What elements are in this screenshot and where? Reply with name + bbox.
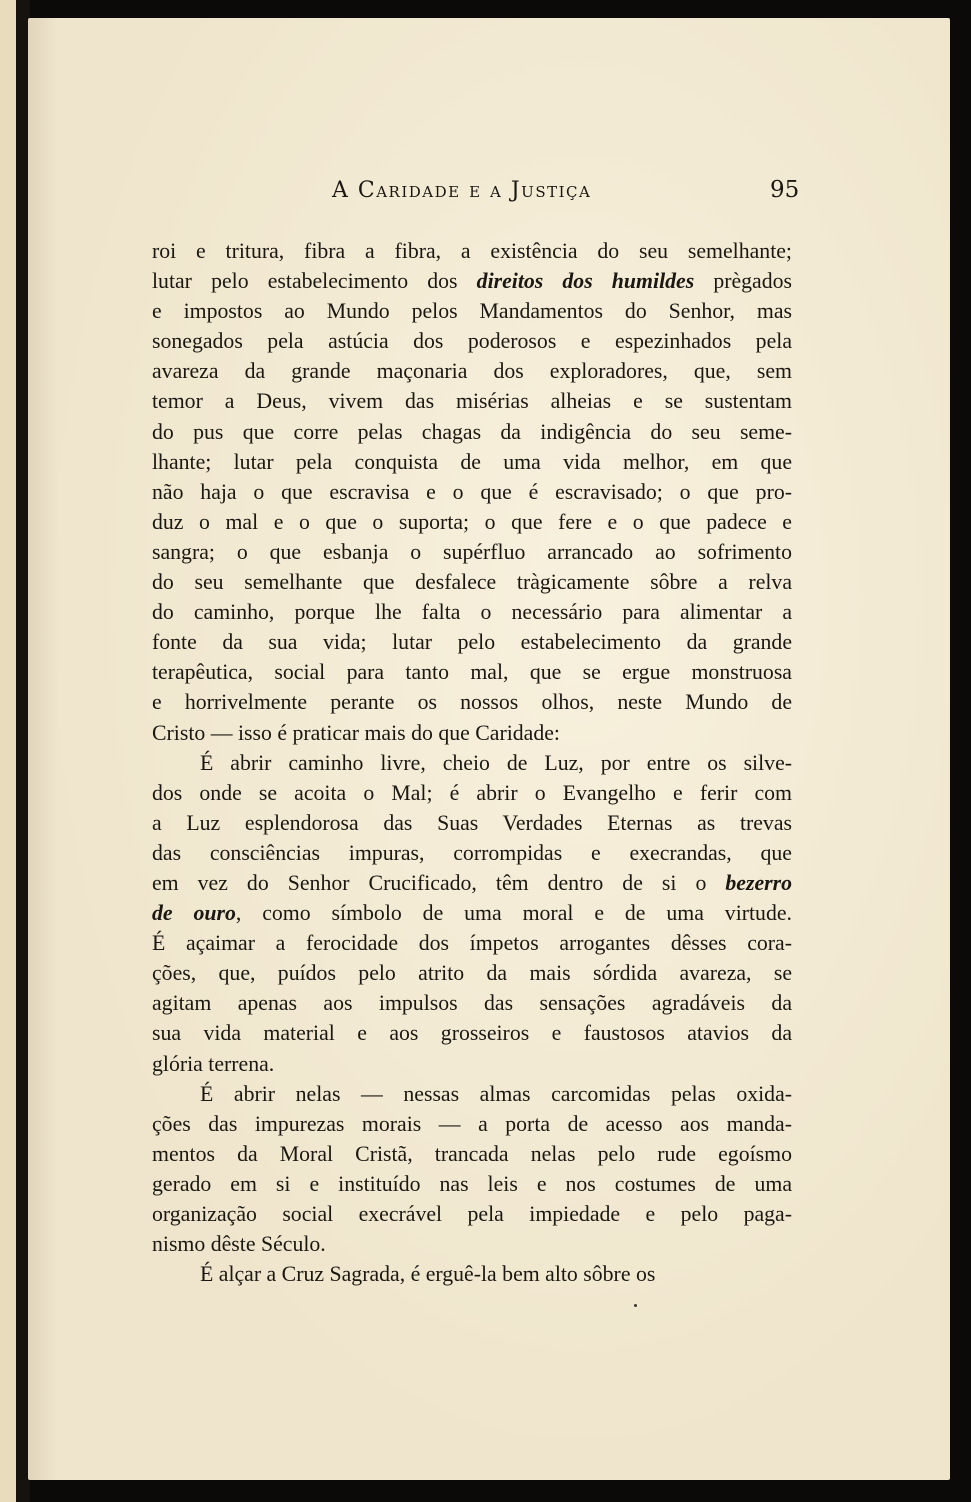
text-line (152, 417, 792, 447)
text-line (152, 898, 792, 928)
text-run: ções, que, puídos pelo atrito da mais sórdida avareza, se (152, 961, 792, 986)
text-line (152, 808, 792, 838)
text-run: roi e tritura, fibra a fibra, a existência do seu semelhante; (152, 239, 792, 263)
text-line (152, 1169, 792, 1199)
text-line (152, 236, 792, 266)
text-line (152, 1018, 792, 1048)
italic-text: bezerro (725, 870, 792, 895)
paper-speck (634, 1304, 637, 1307)
text-line (152, 687, 792, 717)
text-run: lhante; lutar pela conquista de uma vida melhor, em que (152, 449, 792, 474)
text-line (152, 1259, 792, 1289)
text-run: É açaimar a ferocidade dos ímpetos arrogantes dêsses cora- (152, 931, 792, 956)
text-run: do seu semelhante que desfalece tràgicamente sôbre a relva (152, 570, 792, 595)
text-line (152, 1049, 792, 1079)
text-run: fonte da sua vida; lutar pelo estabelecimento da grande (152, 630, 792, 655)
text-run: e impostos ao Mundo pelos Mandamentos do Senhor, mas (152, 299, 792, 324)
text-line (152, 326, 792, 356)
text-line (152, 537, 792, 567)
text-run: avareza da grande maçonaria dos exploradores, que, sem (152, 359, 792, 384)
text-run: É alçar a Cruz Sagrada, é erguê-la bem alto sôbre os (200, 1262, 656, 1287)
text-run: não haja o que escravisa e o que é escravisado; o que pro- (152, 479, 792, 504)
book-page (28, 18, 950, 1480)
text-line (152, 356, 792, 386)
text-run: organização social execrável pela impiedade e pelo paga- (152, 1202, 792, 1226)
text-run: temor a Deus, vivem das misérias alheias e se sustentam (152, 389, 792, 414)
text-run: sua vida material e aos grosseiros e faustosos atavios da (152, 1021, 792, 1046)
text-run: sonegados pela astúcia dos poderosos e espezinhados pela (152, 329, 792, 354)
text-run: lutar pelo estabelecimento dos (152, 269, 477, 294)
text-line (152, 447, 792, 477)
italic-text: de ouro (152, 901, 236, 926)
text-run: prègados (694, 269, 792, 294)
text-run: sangra; o que esbanja o supérfluo arrancado ao sofrimento (152, 539, 792, 564)
text-line (152, 296, 792, 326)
text-line (152, 928, 792, 958)
page-header (28, 174, 950, 214)
page-number: 95 (770, 177, 800, 203)
text-run: gerado em si e instituído nas leis e nos costumes de uma (152, 1171, 792, 1196)
text-line (152, 838, 792, 868)
text-line (152, 1109, 792, 1139)
text-line (152, 657, 792, 687)
text-run: nismo dêste Século. (152, 1232, 326, 1257)
text-run: , como símbolo de uma moral e de uma virtude. (235, 901, 792, 926)
text-line (152, 507, 792, 537)
text-line (152, 1229, 792, 1259)
text-line (152, 988, 792, 1018)
text-line (152, 1139, 792, 1169)
text-line (152, 1079, 792, 1109)
text-run: dos onde se acoita o Mal; é abrir o Evangelho e ferir com (152, 780, 792, 805)
text-run: duz o mal e o que o suporta; o que fere e o que padece e (152, 509, 792, 534)
running-title: A Caridade e a Justiça (332, 178, 592, 203)
text-line (152, 597, 792, 627)
text-run: agitam apenas aos impulsos das sensações agradáveis da (152, 991, 792, 1016)
text-line (152, 718, 792, 748)
text-line (152, 386, 792, 416)
text-run: das consciências impuras, corrompidas e execrandas, que (152, 840, 792, 865)
text-run: Cristo — isso é praticar mais do que Caridade: (152, 720, 560, 745)
text-line (152, 266, 792, 296)
body-text (152, 236, 792, 1289)
text-run: terapêutica, social para tanto mal, que se ergue monstruosa (152, 660, 792, 685)
text-line (152, 1199, 792, 1229)
text-line (152, 958, 792, 988)
text-run: do caminho, porque lhe falta o necessário para alimentar a (152, 600, 792, 625)
text-run: e horrivelmente perante os nossos olhos, neste Mundo de (152, 690, 792, 715)
text-line (152, 868, 792, 898)
text-run: glória terrena. (152, 1051, 275, 1076)
text-run: mentos da Moral Cristã, trancada nelas pelo rude egoísmo (152, 1141, 792, 1166)
text-line (152, 627, 792, 657)
text-run: a Luz esplendorosa das Suas Verdades Eternas as trevas (152, 810, 792, 835)
text-run: ções das impurezas morais — a porta de acesso aos manda- (152, 1111, 792, 1136)
text-run: É abrir nelas — nessas almas carcomidas pelas oxida- (200, 1081, 792, 1106)
text-run: do pus que corre pelas chagas da indigência do seu seme- (152, 419, 792, 444)
italic-text: direitos dos humildes (476, 269, 695, 294)
text-line (152, 778, 792, 808)
text-run: em vez do Senhor Crucificado, têm dentro de si o (152, 870, 726, 895)
text-run: É abrir caminho livre, cheio de Luz, por entre os silve- (200, 750, 792, 775)
text-line (152, 567, 792, 597)
text-line (152, 477, 792, 507)
text-line (152, 748, 792, 778)
left-page-edge (0, 0, 16, 1502)
